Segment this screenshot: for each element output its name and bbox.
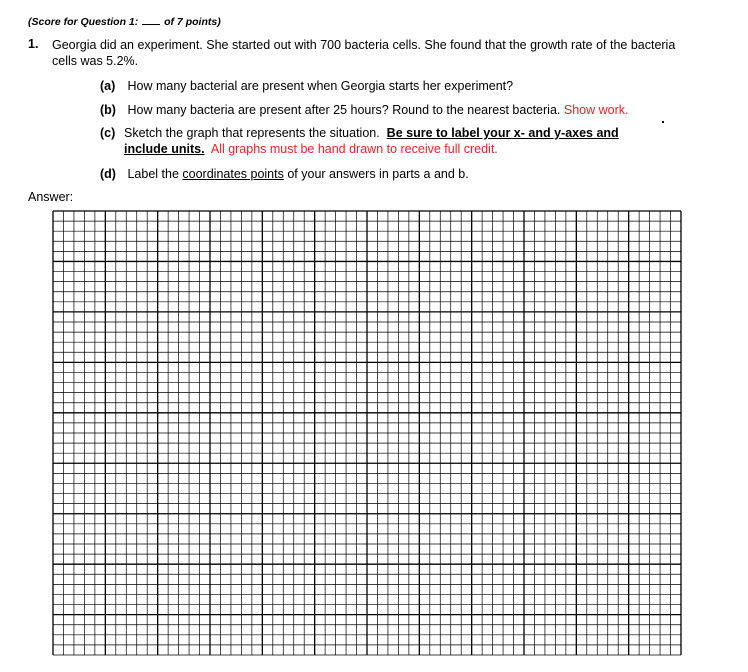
part-d (100, 166, 700, 182)
part-c-label: (c) (100, 126, 116, 140)
score-suffix: of 7 points) (164, 16, 221, 28)
part-c (100, 125, 700, 157)
score-prefix: (Score for Question 1: (28, 16, 139, 28)
part-c-text: Sketch the graph that represents the situation. (124, 126, 380, 140)
part-d-emphasis: coordinates points (182, 167, 284, 181)
part-b-text: How many bacteria are present after 25 hours? Round to the nearest bacteria. (127, 103, 561, 117)
score-line (28, 15, 221, 28)
question-number: 1. (28, 37, 39, 51)
question-text: Georgia did an experiment. She started out with 700 bacteria cells. She found that the growth rate of the bacteria cells was 5.2%. (52, 38, 676, 68)
answer-label: Answer: (28, 190, 74, 204)
part-a-label: (a) (100, 79, 116, 93)
part-c-emphasis: Be sure to label your x- and y-axes and include units. (124, 126, 619, 156)
part-d-text-after: of your answers in parts a and b. (287, 167, 469, 181)
part-b-label: (b) (100, 103, 116, 117)
part-a (100, 78, 700, 94)
part-b-note: Show work. (563, 103, 629, 117)
stray-dot (662, 121, 664, 123)
part-a-text: How many bacterial are present when Georgia starts her experiment? (127, 79, 514, 93)
score-blank (142, 15, 160, 25)
part-b (100, 102, 700, 118)
part-c-note: All graphs must be hand drawn to receive full credit. (210, 142, 498, 156)
part-d-label: (d) (100, 167, 116, 181)
graph-paper-grid[interactable] (52, 210, 682, 656)
part-d-text-before: Label the (127, 167, 179, 181)
